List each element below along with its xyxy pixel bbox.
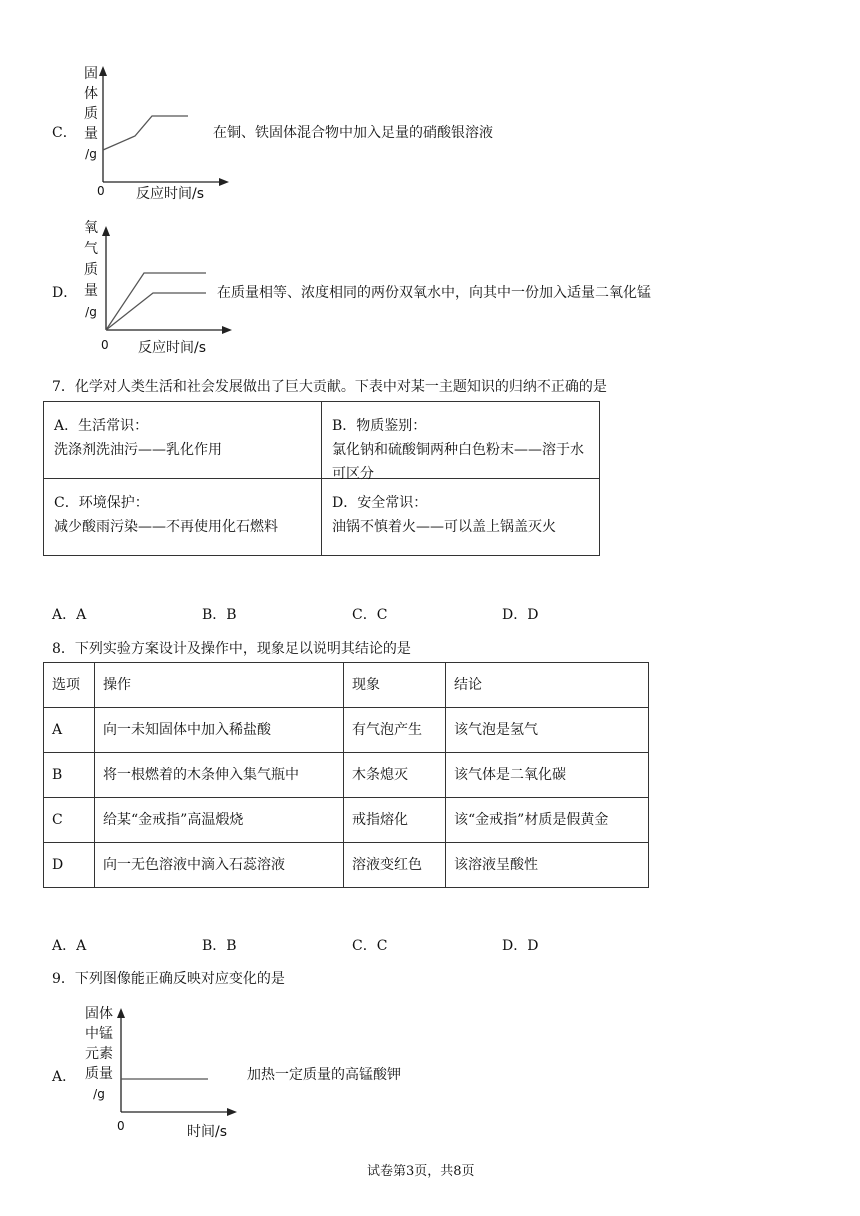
q8-header-conclusion: 结论 bbox=[446, 663, 649, 708]
q9-option-a-letter: A． bbox=[52, 1069, 77, 1085]
table-row: A 向一未知固体中加入稀盐酸 有气泡产生 该气泡是氢气 bbox=[44, 708, 649, 753]
option-c-letter: C． bbox=[52, 125, 77, 141]
question-8-stem: 8．下列实验方案设计及操作中，现象足以说明其结论的是 bbox=[52, 641, 411, 657]
q8-option-a[interactable]: A．A bbox=[52, 938, 87, 954]
question-7-stem: 7．化学对人类生活和社会发展做出了巨大贡献。下表中对某一主题知识的归纳不正确的是 bbox=[52, 379, 607, 395]
q8-option-c[interactable]: C．C bbox=[352, 938, 388, 954]
graph-d-xlabel: 反应时间/s bbox=[138, 340, 207, 356]
graph-d-origin: 0 bbox=[101, 338, 109, 352]
q8-header-operation: 操作 bbox=[95, 663, 344, 708]
graph-c-origin: 0 bbox=[97, 184, 105, 198]
graph-9a-ylabel: 固体 中锰 元素 质量 /g bbox=[85, 1006, 113, 1101]
q8-header-row bbox=[44, 663, 649, 708]
q7-option-c[interactable]: C．C bbox=[352, 607, 388, 623]
q8-header-option: 选项 bbox=[44, 663, 95, 708]
table-row: D 向一无色溶液中滴入石蕊溶液 溶液变红色 该溶液呈酸性 bbox=[44, 843, 649, 888]
graph-9a-origin: 0 bbox=[117, 1119, 125, 1133]
graph-d-curve-no-catalyst bbox=[106, 293, 206, 330]
page-footer: 试卷第3页，共8页 bbox=[367, 1164, 475, 1179]
option-d-letter: D． bbox=[52, 285, 78, 301]
graph-c-axes bbox=[95, 62, 230, 187]
q7-option-a[interactable]: A．A bbox=[52, 607, 87, 623]
graph-c-xlabel: 反应时间/s bbox=[136, 186, 205, 202]
q7-cell-a: A．生活常识： 洗涤剂洗油污——乳化作用 bbox=[44, 402, 322, 479]
option-d-text: 在质量相等、浓度相同的两份双氧水中，向其中一份加入适量二氧化锰 bbox=[217, 285, 651, 301]
graph-c-ylabel: 固 体 质 量 /g bbox=[84, 66, 98, 161]
question-9-stem: 9．下列图像能正确反映对应变化的是 bbox=[52, 971, 285, 987]
table-row: B 将一根燃着的木条伸入集气瓶中 木条熄灭 该气体是二氧化碳 bbox=[44, 753, 649, 798]
q7-cell-c: C．环境保护： 减少酸雨污染——不再使用化石燃料 bbox=[44, 479, 322, 556]
graph-9a-xlabel: 时间/s bbox=[187, 1124, 228, 1140]
q7-option-d[interactable]: D．D bbox=[502, 607, 539, 623]
q7-option-b[interactable]: B．B bbox=[202, 607, 237, 623]
option-c-text: 在铜、铁固体混合物中加入足量的硝酸银溶液 bbox=[213, 125, 493, 141]
graph-d-axes bbox=[98, 222, 233, 334]
q7-cell-d: D．安全常识： 油锅不慎着火——可以盖上锅盖灭火 bbox=[322, 479, 600, 556]
graph-9a-axes bbox=[113, 1004, 238, 1116]
question-8-table bbox=[43, 662, 649, 888]
q7-cell-b: B．物质鉴别： 氯化钠和硫酸铜两种白色粉末——溶于水可区分 bbox=[322, 402, 600, 479]
graph-d-ylabel: 氧 气 质 量 /g bbox=[84, 220, 98, 319]
q9-option-a-text: 加热一定质量的高锰酸钾 bbox=[247, 1067, 401, 1083]
table-row: C 给某“金戒指”高温煅烧 戒指熔化 该“金戒指”材质是假黄金 bbox=[44, 798, 649, 843]
q8-option-d[interactable]: D．D bbox=[502, 938, 539, 954]
question-7-table bbox=[43, 401, 600, 556]
graph-d-curve-catalyst bbox=[106, 273, 206, 330]
graph-c-curve bbox=[103, 116, 188, 150]
q8-header-phenomenon: 现象 bbox=[344, 663, 446, 708]
q8-option-b[interactable]: B．B bbox=[202, 938, 237, 954]
